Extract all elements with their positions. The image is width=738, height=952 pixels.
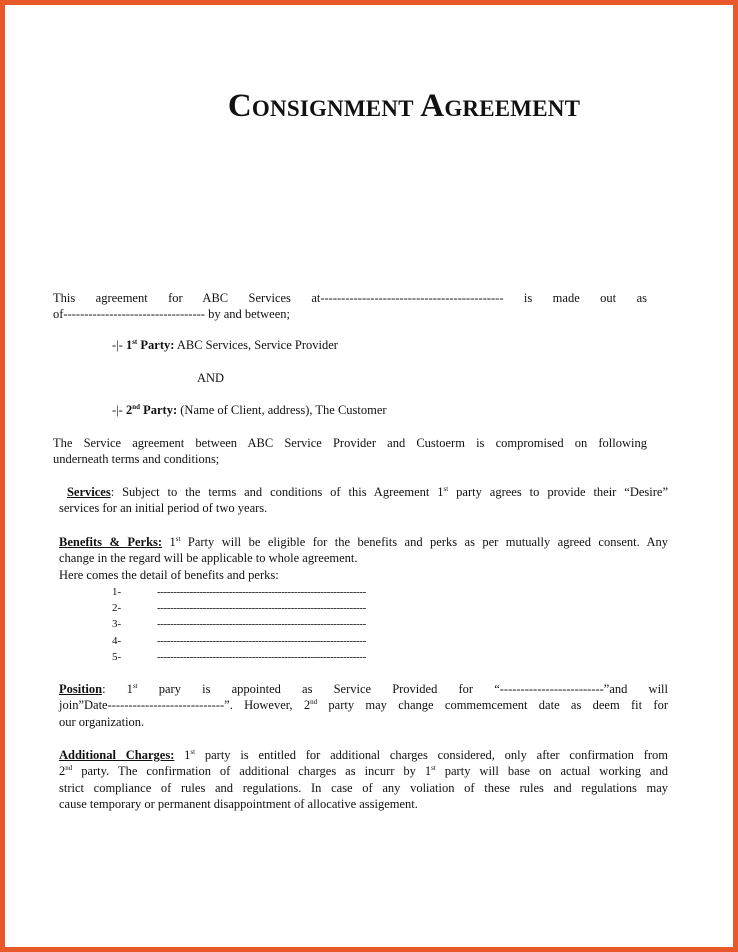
position-section: [59, 681, 668, 730]
position-line-2: join”Date----------------------------”. However, 2nd party may change commemcement date as deem fit for: [59, 698, 668, 713]
intro-line-2: of---------------------------------- by and between;: [53, 307, 290, 322]
party-2-prefix: -|-: [112, 403, 126, 417]
benefits-section: [59, 534, 668, 583]
additional-line-1: Additional Charges: 1st party is entitled for additional charges considered, only after confirmation from: [59, 748, 669, 762]
position-heading: Position: [59, 682, 103, 696]
additional-charges-heading: Additional Charges:: [59, 748, 175, 762]
position-line-1: Position: 1st pary is appointed as Service Provided for “-------------------------”and will: [59, 682, 668, 696]
party-1-line: [112, 337, 532, 353]
intro-line-1: This agreement for ABC Services at-------------------------------------------- is made out as: [53, 291, 647, 305]
and-text: AND: [197, 371, 225, 385]
service-intro-line-2: underneath terms and conditions;: [53, 452, 220, 467]
services-section: [59, 484, 668, 517]
services-heading: Services: [66, 485, 111, 499]
additional-line-2: 2nd party. The confirmation of additional charges as incurr by 1st party will base on actual working and: [59, 764, 668, 779]
party-2-label: 2nd Party:: [125, 403, 178, 417]
benefits-line-1: Benefits & Perks: 1st Party will be eligible for the benefits and perks as per mutually agreed consent. Any: [59, 535, 669, 549]
party-1-prefix: -|-: [112, 338, 126, 352]
service-intro-line-1: The Service agreement between ABC Service Provider and Custoerm is compromised on following: [53, 436, 647, 450]
service-intro-paragraph: [53, 435, 647, 468]
services-line-2: services for an initial period of two years.: [59, 501, 268, 516]
position-line-3: our organization.: [59, 714, 145, 729]
benefits-line-3: Here comes the detail of benefits and perks:: [59, 567, 279, 582]
party-2-text: (Name of Client, address), The Customer: [177, 403, 387, 417]
benefits-line-2: change in the regard will be applicable to whole agreement.: [59, 551, 358, 566]
additional-line-4: cause temporary or permanent disappointment of allocative assigement.: [59, 796, 418, 811]
party-1-text: ABC Services, Service Provider: [174, 338, 338, 352]
services-line-1: Services: Subject to the terms and conditions of this Agreement 1st party agrees to provide their “Desire”: [66, 485, 669, 499]
party-1-label: 1st Party:: [125, 338, 175, 352]
additional-line-3: strict compliance of rules and regulations. In case of any voliation of these rules and regulations may: [59, 780, 668, 795]
party-2-line: [112, 402, 532, 418]
document-title: Consignment Agreement: [227, 88, 581, 124]
benefits-heading: Benefits & Perks:: [59, 535, 163, 549]
additional-charges-section: [59, 747, 668, 812]
intro-paragraph: [53, 290, 647, 323]
